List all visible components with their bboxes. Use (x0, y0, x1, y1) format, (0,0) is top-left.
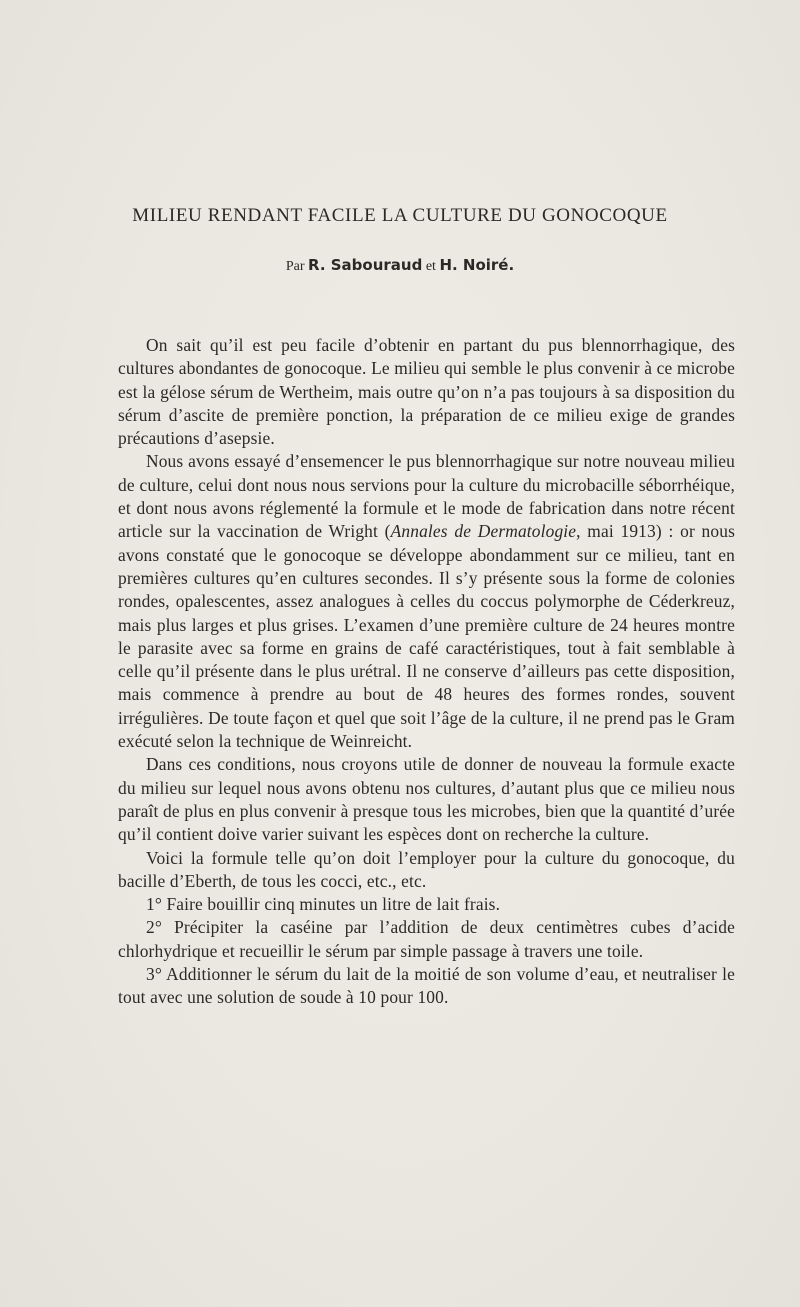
paragraph-intro: On sait qu’il est peu facile d’obtenir en partant du pus blennorrhagique, des cultures abondantes de gonocoque. Le milieu qui semble le plus convenir à ce microbe est la gélose sérum de Wertheim, mais outre qu’on n’a pas toujours à sa disposition du sérum d’ascite de première ponction, la préparation de ce milieu exige de grandes précautions d’asepsie. (118, 335, 735, 449)
article-body (118, 334, 735, 1010)
author-noire: H. Noiré. (439, 256, 515, 274)
journal-reference: Annales de Dermatologie (390, 521, 577, 542)
byline-et: et (425, 259, 436, 274)
step-3: 3° Additionner le sérum du lait de la moitié de son volume d’eau, et neutraliser le tout avec une solution de soude à 10 pour 100. (118, 964, 735, 1008)
article-title: MILIEU RENDANT FACILE LA CULTURE DU GONOCOQUE (132, 205, 668, 226)
paragraph-experiment-part2: , mai 1913) : or nous avons constaté que le gonocoque se développe abondamment sur ce milieu, tant en premières cultures qu’en cultures secondes. Il s’y présente sous la forme de colonies rondes, opalescentes, assez analogues à celles du coccus polymorphe de Céderkreuz, mais plus larges et plus grises. L’examen d’une première culture de 24 heures montre le parasite avec sa forme en grains de café caractéristiques, tout à fait semblable à celle qu’il présente dans le plus urétral. Il ne conserve d’ailleurs pas cette disposition, mais commence à prendre au bout de 48 heures des formes rondes, souvent irrégulières. De toute façon et quel que soit l’âge de la culture, il ne prend pas le Gram exécuté selon la technique de Weinreicht. (118, 521, 736, 752)
byline-par: Par (285, 259, 305, 274)
paragraph-conditions: Dans ces conditions, nous croyons utile de donner de nouveau la formule exacte du milieu sur lequel nous avons obtenu nos cultures, d’autant plus que ce milieu nous paraît de plus en plus convenir à presque tous les microbes, bien que la quantité d’urée qu’il contient doive varier suivant les espèces dont on recherche la culture. (118, 754, 735, 845)
paragraph-experiment-part1: Nous avons essayé d’ensemencer le pus blennorrhagique sur notre nouveau milieu de culture, celui dont nous nous servions pour la culture du microbacille séborrhéique, et dont nous avons réglementé la formule et le mode de fabrication dans notre récent article sur la vaccination de Wright ( (118, 451, 735, 542)
article-byline (0, 256, 800, 275)
paragraph-formula-intro: Voici la formule telle qu’on doit l’employer pour la culture du gonocoque, du bacille d’Eberth, de tous les cocci, etc., etc. (118, 847, 735, 891)
author-sabouraud: R. Sabouraud (307, 256, 423, 274)
paragraph-experiment (118, 450, 735, 753)
step-1: 1° Faire bouillir cinq minutes un litre de lait frais. (146, 894, 501, 915)
step-2: 2° Précipiter la caséine par l’addition de deux centimètres cubes d’acide chlorhydrique et recueillir le sérum par simple passage à travers une toile. (118, 917, 735, 961)
